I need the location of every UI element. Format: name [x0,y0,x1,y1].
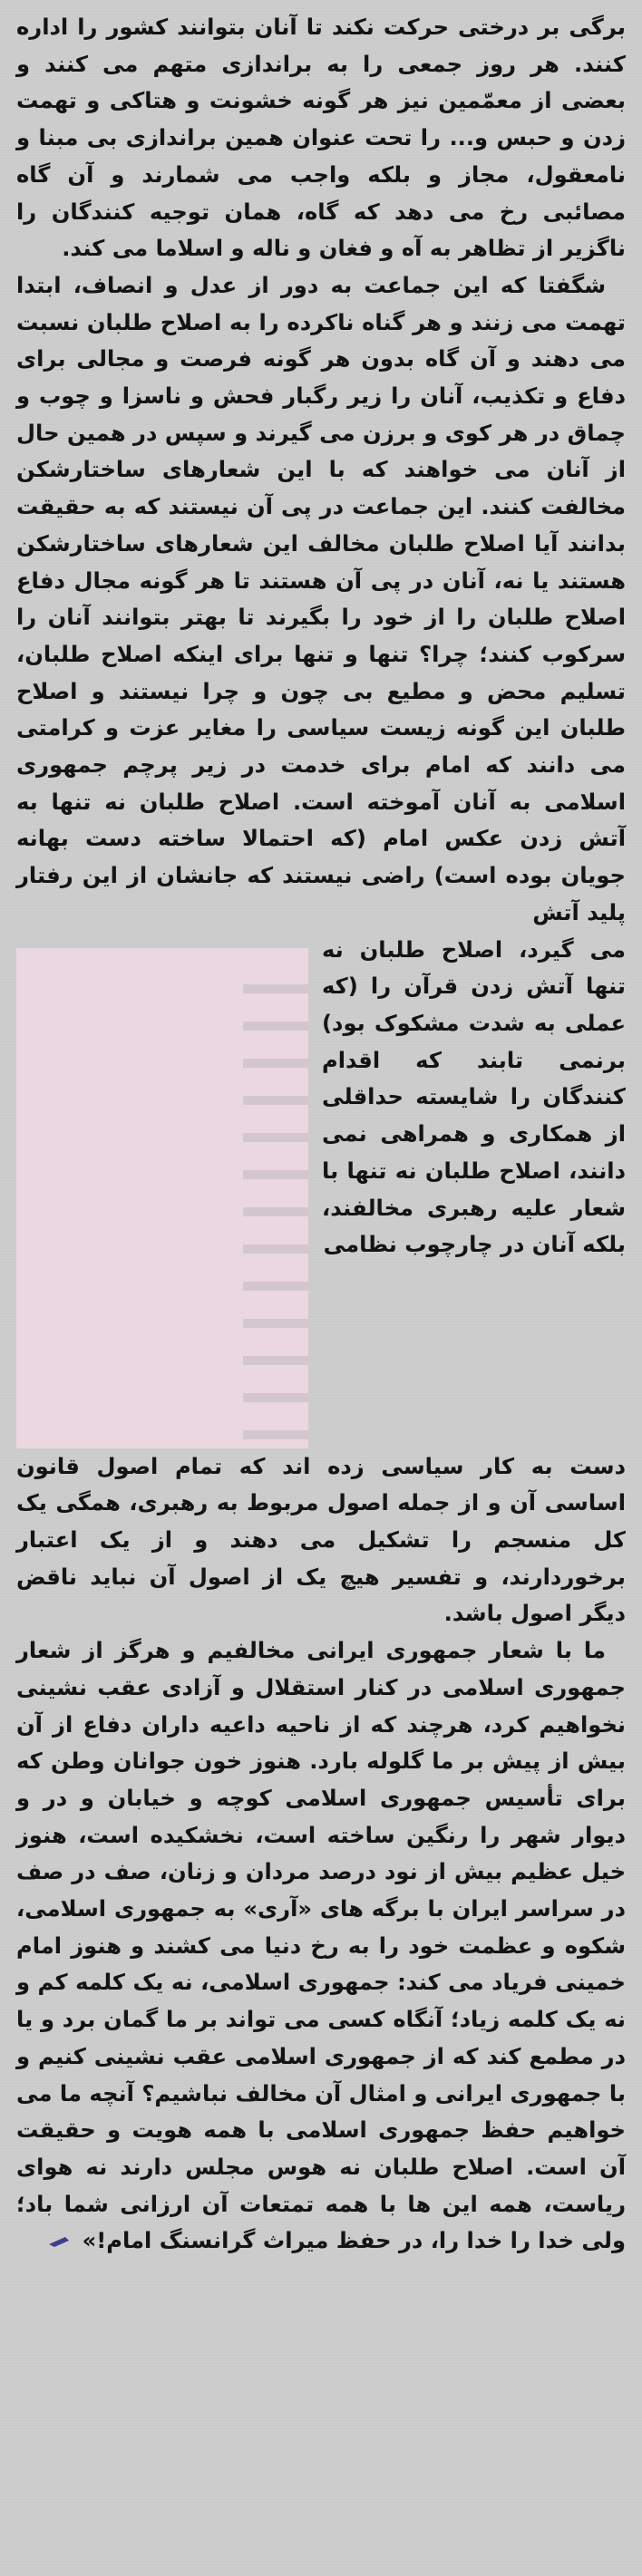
article-end-mark-icon [47,2235,71,2248]
split-section [16,932,626,1448]
article-column-top [16,9,626,932]
paragraph-3 [16,1632,626,2260]
pink-highlight-box [16,948,308,1448]
bleed-through-text [243,959,308,1448]
paragraph-2-after: دست به کار سیاسی زده اند که تمام اصول قانون اساسی آن و از جمله اصول مربوط به رهبری، همگی یک کل منسجم را تشکیل می دهند و از یک اعتبار برخوردارند، و تفسیر هیچ یک از اصول آن نباید ناقض دیگر اصول باشد. [16,1453,626,1627]
paragraph-1: برگی بر درختی حرکت نکند تا آنان بتوانند کشور را اداره کنند. هر روز جمعی را به براندازی متهم می کنند و بعضی از معمّمین نیز هر گونه خشونت و هتاکی و تهمت زدن و حبس و... را تحت عنوان همین براندازی بی مبنا و نامعقول، مجاز و بلکه واجب می شمارند و آن گاه مصائبی رخ می دهد که گاه، همان توجیه کنندگان را ناگزیر از تظاهر به آه و فغان و ناله و اسلاما می کند. [16,15,626,262]
narrow-column [322,932,626,1264]
paragraph-2-narrow: می گیرد، اصلاح طلبان نه تنها آتش زدن قرآن را (که عملی به شدت مشکوک بود) برنمی تابند که اقدام کنندگان را شایسته حداقلی از همکاری و همراهی نمی دانند، اصلاح طلبان نه تنها با شعار علیه رهبری مخالفند، بلکه آنان در چارچوب نظامی [322,936,626,1258]
paragraph-3-text: ما با شعار جمهوری ایرانی مخالفیم و هرگز از شعار جمهوری اسلامی در کنار استقلال و آزادی عقب نشینی نخواهیم کرد، هرچند که از ناحیه داعیه داران دفاع از آن بیش از پیش بر ما گلوله بارد. هنوز خون جوانان وطن که برای تأسیس جمهوری اسلامی کوچه و خیابان و در و دیوار شهر را رنگین ساخته است، نخشکیده است، هنوز خیل عظیم بیش از نود درصد مردان و زنان، صف در صف در سراسر ایران با برگه های «آری» به جمهوری اسلامی، شکوه و عظمت خود را به رخ دنیا می کشند و هنوز امام خمینی فریاد می کند: جمهوری اسلامی، نه یک کلمه کم و نه یک کلمه زیاد؛ آنگاه کسی می تواند بر ما گمان برد و یا در مطمع کند که از جمهوری اسلامی عقب نشینی کنیم و با جمهوری ایرانی و امثال آن مخالف نباشیم؟ آنچه ما می خواهیم حفظ جمهوری اسلامی با همه هویت و حقیقت آن است. اصلاح طلبان نه هوس مجلس دارند نه هوای ریاست، همه این ها با همه تمتعات آن ارزانی شما باد؛ ولی خدا را خدا را، در حفظ میراث گرانسنگ امام!» [16,1638,626,2254]
article-column-bottom [16,1448,626,2260]
paragraph-2-before: شگفتا که این جماعت به دور از عدل و انصاف، ابتدا تهمت می زنند و هر گناه ناکرده را به اصلاح طلبان نسبت می دهند و آن گاه بدون هر گونه فرصت و مجالی برای دفاع و تکذیب، آنان را زیر رگبار فحش و ناسزا و چوب و چماق در هر کوی و برزن می گیرند و سپس در همین حال از آنان می خواهند که با این شعارهای ساختارشکن مخالفت کنند. این جماعت در پی آن نیستند که به حقیقت بدانند آیا اصلاح طلبان مخالف این شعارهای ساختارشکن هستند یا نه، آنان در پی آن هستند تا هر گونه مجال دفاع اصلاح طلبان را از خود را بگیرند تا بهتر بتوانند آنان را سرکوب کنند؛ چرا؟ تنها و تنها برای اینکه اصلاح طلبان، تسلیم محض و مطیع بی چون و چرا نیستند و اصلاح طلبان این گونه زیست سیاسی را مغایر عزت و کرامتی می دانند که امام برای خدمت در زیر پرچم جمهوری اسلامی به آنان آموخته است. اصلاح طلبان نه تنها به آتش زدن عکس امام (که احتمالا ساخته دست بهانه جویان بوده است) راضی نیستند که جانشان از این رفتار پلید آتش [16,272,626,925]
